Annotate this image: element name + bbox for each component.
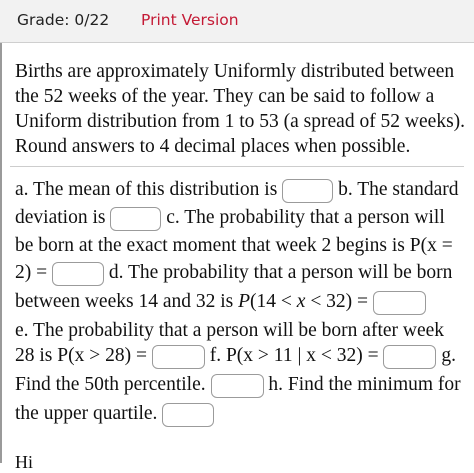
- 50th-percentile-input[interactable]: [211, 374, 264, 398]
- math-p: P: [238, 291, 251, 312]
- print-version-link[interactable]: Print Version: [141, 11, 239, 29]
- question-line-c2: [15, 260, 452, 286]
- question-line-a: [15, 177, 458, 203]
- question-line-d: [15, 289, 426, 315]
- math-x: x: [296, 291, 306, 312]
- part-g-text-1: g.: [441, 345, 456, 366]
- cut-text: Hi: [15, 452, 33, 472]
- part-h-text-1: h. Find the minimum for: [268, 374, 461, 395]
- math-end: < 32) =: [305, 291, 369, 312]
- divider: [10, 166, 464, 167]
- between-weeks-prob-input[interactable]: [373, 291, 426, 315]
- after-week-28-prob-input[interactable]: [152, 345, 205, 369]
- intro-line-3: Uniform distribution from 1 to 53 (a spread of 52 weeks).: [15, 111, 466, 132]
- math-mid: (14 <: [250, 291, 297, 312]
- question-line-g: [15, 372, 461, 398]
- question-line-e2: [15, 343, 456, 369]
- header-bar: [0, 0, 474, 43]
- part-d-text-2: between weeks 14 and 32 is: [15, 291, 234, 312]
- grade-label: Grade: 0/22: [17, 11, 110, 29]
- part-f-text: f. P(x > 11 | x < 32) =: [209, 345, 379, 366]
- part-b-text-2: deviation is: [15, 207, 106, 228]
- question-line-b: [15, 205, 445, 231]
- conditional-prob-input[interactable]: [383, 345, 436, 369]
- question-line-h: [15, 401, 214, 427]
- part-g-text-2: Find the 50th percentile.: [15, 374, 206, 395]
- question-line-c: [15, 233, 453, 259]
- std-dev-answer-input[interactable]: [110, 207, 161, 231]
- part-b-text-1: b. The standard: [338, 179, 459, 200]
- intro-line-2: the 52 weeks of the year. They can be said to follow a: [15, 86, 435, 107]
- part-d-text-1: d. The probability that a person will be born: [108, 262, 453, 283]
- question-line-e: [15, 318, 444, 344]
- exact-moment-prob-input[interactable]: [52, 262, 104, 286]
- intro-line-4: Round answers to 4 decimal places when possible.: [15, 136, 411, 157]
- part-c-text-2: be born at the exact moment that week 2 begins is P(x =: [15, 235, 453, 256]
- part-a-text: a. The mean of this distribution is: [15, 179, 278, 200]
- part-c-text-3: 2) =: [15, 262, 48, 283]
- intro-line-1: Births are approximately Uniformly distributed between: [15, 61, 455, 82]
- part-e-text-2: 28 is P(x > 28) =: [15, 345, 147, 366]
- mean-answer-input[interactable]: [282, 179, 333, 203]
- part-c-text-1: c. The probability that a person will: [166, 207, 445, 228]
- part-e-text-1: e. The probability that a person will be born after week: [15, 320, 445, 341]
- cut-off-hint-text: [15, 452, 55, 472]
- part-h-text-2: the upper quartile.: [15, 403, 158, 424]
- upper-quartile-min-input[interactable]: [162, 403, 214, 427]
